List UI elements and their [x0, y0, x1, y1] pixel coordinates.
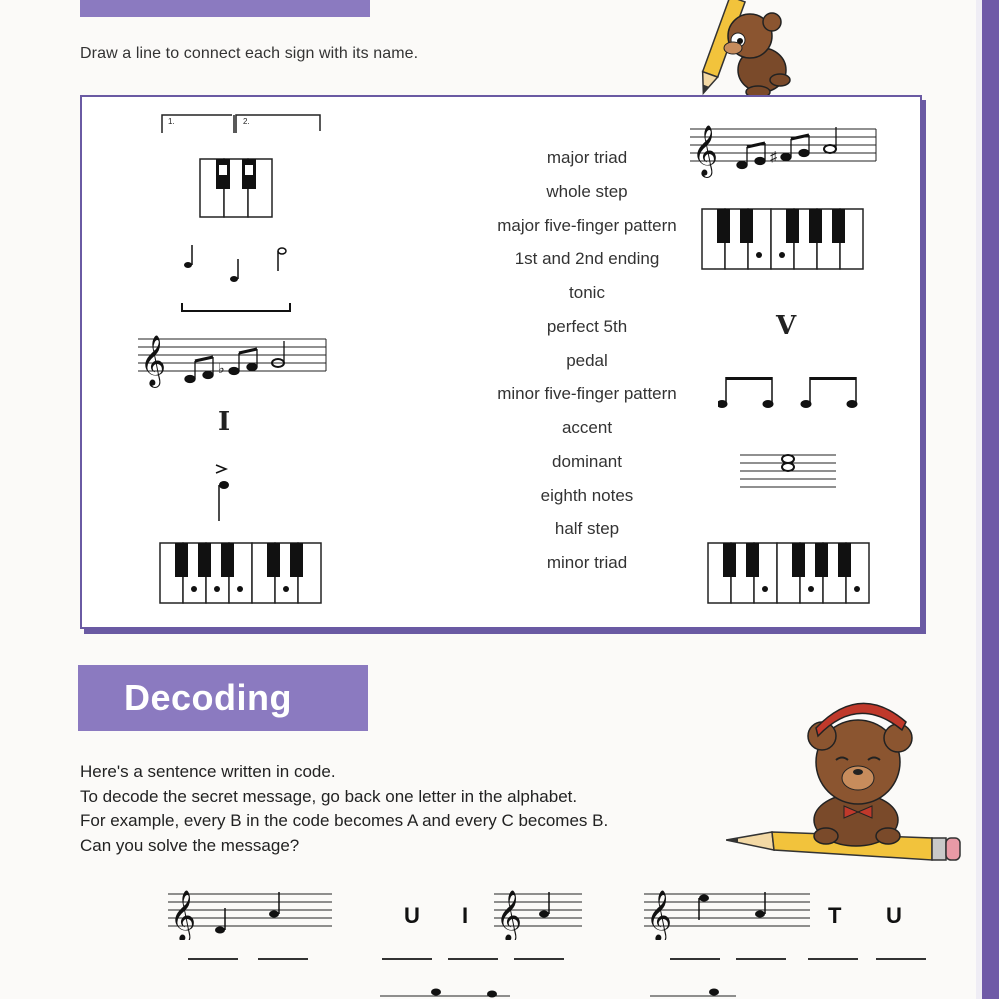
matching-instruction: Draw a line to connect each sign with its name.: [80, 45, 419, 62]
svg-text:𝄞: 𝄞: [496, 890, 523, 940]
staff-five-finger-right-symbol: [690, 115, 880, 179]
dominant-roman-symbol: V: [776, 311, 797, 341]
svg-text:♭: ♭: [218, 360, 225, 376]
ending-label-1: 1.: [168, 117, 175, 126]
answer-blank[interactable]: [258, 958, 308, 960]
term-major-triad: major triad: [546, 148, 628, 167]
keyboard-major-pattern-symbol: [700, 207, 866, 271]
pedal-marking-symbol: [178, 239, 298, 317]
next-row-partial-notation: [380, 984, 740, 999]
keyboard-two-keys-symbol: [198, 157, 274, 219]
term-major-five-finger: major five-finger pattern: [497, 216, 677, 235]
ending-label-2: 2.: [243, 117, 250, 126]
answer-blank[interactable]: [514, 958, 564, 960]
bear-with-pencil-illustration: [690, 0, 800, 105]
answer-blank[interactable]: [448, 958, 498, 960]
term-whole-step: whole step: [546, 182, 628, 201]
eighth-notes-symbol: [718, 373, 864, 413]
svg-text:♯: ♯: [770, 148, 777, 164]
decoding-line-1: Here's a sentence written in code.: [80, 762, 336, 781]
decoding-title: Decoding: [124, 677, 293, 718]
term-minor-triad: minor triad: [546, 553, 628, 572]
svg-text:𝄞: 𝄞: [170, 890, 197, 940]
code-staff-2: [494, 880, 584, 940]
decoding-line-2: To decode the secret message, go back one letter in the alphabet.: [80, 787, 578, 806]
term-1st-2nd-ending: 1st and 2nd ending: [514, 249, 660, 268]
term-pedal: pedal: [566, 351, 608, 370]
bear-on-pencil-illustration: [726, 700, 966, 875]
term-perfect-5th: perfect 5th: [546, 317, 628, 336]
keyboard-minor-pattern-symbol: [158, 541, 324, 605]
term-tonic: tonic: [569, 283, 605, 302]
answer-blank[interactable]: [736, 958, 786, 960]
term-minor-five-finger: minor five-finger pattern: [497, 384, 677, 403]
answer-blank[interactable]: [876, 958, 926, 960]
code-staff-3: [644, 880, 812, 940]
svg-text:𝄞: 𝄞: [646, 890, 673, 940]
svg-text:𝄞: 𝄞: [692, 125, 719, 176]
answer-blank[interactable]: [382, 958, 432, 960]
code-staff-1: [168, 880, 334, 940]
code-letter-2: I: [462, 903, 469, 928]
term-eighth-notes: eighth notes: [540, 486, 634, 505]
code-letter-4: U: [886, 903, 902, 928]
decoding-line-3: For example, every B in the code becomes A and every C becomes B.: [80, 811, 609, 830]
code-letter-3: T: [828, 903, 842, 928]
svg-text:𝄞: 𝄞: [140, 335, 167, 386]
interval-staff-symbol: [740, 449, 838, 497]
answer-blank[interactable]: [188, 958, 238, 960]
staff-five-finger-left-symbol: [138, 325, 328, 389]
answer-blank[interactable]: [808, 958, 858, 960]
term-accent: accent: [561, 418, 613, 437]
matching-box: [80, 95, 922, 629]
term-dominant: dominant: [552, 452, 622, 471]
accent-note-symbol: [210, 461, 240, 525]
decoding-heading: [78, 665, 368, 731]
decoding-line-4: Can you solve the message?: [80, 836, 300, 855]
term-half-step: half step: [554, 519, 620, 538]
previous-section-heading-bar: [80, 0, 370, 17]
right-color-band: [982, 0, 999, 999]
keyboard-half-whole-symbol: [706, 541, 872, 605]
code-letter-1: U: [404, 903, 420, 928]
answer-blank[interactable]: [670, 958, 720, 960]
tonic-roman-symbol: I: [218, 407, 231, 437]
